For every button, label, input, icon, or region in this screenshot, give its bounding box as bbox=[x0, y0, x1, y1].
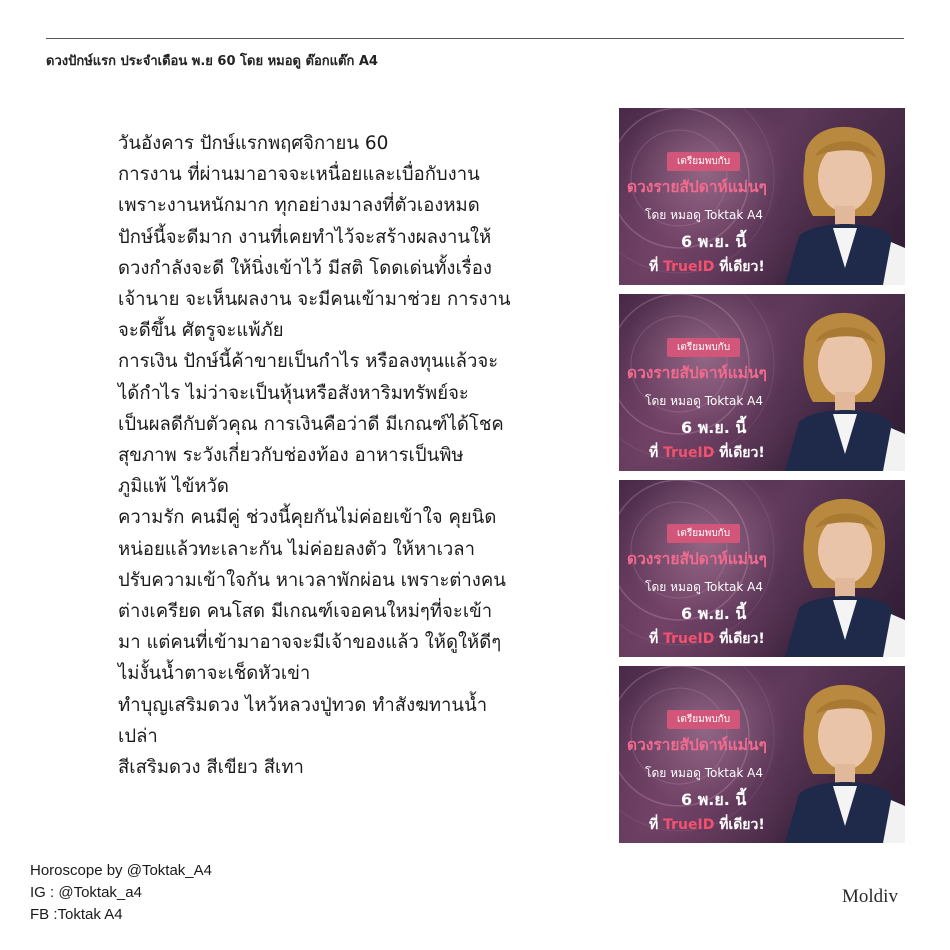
banner-where bbox=[649, 628, 765, 650]
portrait-image bbox=[765, 294, 905, 471]
banner-where-suffix: ที่เดียว! bbox=[714, 445, 765, 461]
text-line: เจ้านาย จะเห็นผลงาน จะมีคนเข้ามาช่วย การงาน bbox=[118, 289, 511, 311]
banner-badge: เตรียมพบกับ bbox=[667, 524, 740, 543]
banner-where-prefix: ที่ bbox=[649, 631, 664, 647]
promo-banner bbox=[619, 294, 905, 471]
watermark-logo: Moldiv bbox=[842, 886, 898, 907]
banner-badge: เตรียมพบกับ bbox=[667, 710, 740, 729]
text-line: การงาน ที่ผ่านมาอาจจะเหนื่อยและเบื่อกับงาน bbox=[118, 164, 480, 186]
text-line: หน่อยแล้วทะเลาะกัน ไม่ค่อยลงตัว ให้หาเวลา bbox=[118, 538, 476, 560]
banner-title: ดวงรายสัปดาห์แม่นๆ bbox=[627, 178, 767, 196]
banner-badge: เตรียมพบกับ bbox=[667, 338, 740, 357]
promo-banner-stack bbox=[619, 108, 905, 852]
text-line: เปล่า bbox=[118, 725, 158, 747]
banner-where-suffix: ที่เดียว! bbox=[714, 259, 765, 275]
text-line: การเงิน ปักษ์นี้ค้าขายเป็นกำไร หรือลงทุนแล้วจะ bbox=[118, 351, 499, 373]
banner-where bbox=[649, 442, 765, 464]
text-line: ต่างเครียด คนโสด มีเกณฑ์เจอคนใหม่ๆที่จะเข้า bbox=[118, 601, 493, 623]
portrait-image bbox=[765, 480, 905, 657]
header-rule bbox=[46, 38, 904, 39]
banner-brand: TrueID bbox=[663, 817, 715, 833]
text-line: ปรับความเข้าใจกัน หาเวลาพักผ่อน เพราะต่างคน bbox=[118, 569, 506, 591]
banner-badge: เตรียมพบกับ bbox=[667, 152, 740, 171]
banner-where-prefix: ที่ bbox=[649, 259, 664, 275]
text-line: ทำบุญเสริมดวง ไหว้หลวงปู่ทวด ทำสังฆทานน้ำ bbox=[118, 694, 488, 716]
page-header: ดวงปักษ์แรก ประจำเดือน พ.ย 60 โดย หมอดู ต๊อกแต๊ก A4 bbox=[46, 54, 378, 69]
banner-byline: โดย หมอดู Toktak A4 bbox=[645, 766, 763, 780]
footer-facebook: FB :Toktak A4 bbox=[30, 906, 123, 923]
banner-title: ดวงรายสัปดาห์แม่นๆ bbox=[627, 736, 767, 754]
text-line: ปักษ์นี้จะดีมาก งานที่เคยทำไว้จะสร้างผลงานให้ bbox=[118, 226, 492, 248]
text-line: มา แต่คนที่เข้ามาอาจจะมีเจ้าของแล้ว ให้ดูให้ดีๆ bbox=[118, 632, 502, 654]
text-line: ได้กำไร ไม่ว่าจะเป็นหุ้นหรือสังหาริมทรัพย์จะ bbox=[118, 382, 469, 404]
text-line: ความรัก คนมีคู่ ช่วงนี้คุยกันไม่ค่อยเข้าใจ คุยนิด bbox=[118, 507, 497, 529]
footer-instagram: IG : @Toktak_a4 bbox=[30, 884, 142, 901]
banner-where-suffix: ที่เดียว! bbox=[714, 631, 765, 647]
banner-title: ดวงรายสัปดาห์แม่นๆ bbox=[627, 550, 767, 568]
banner-where bbox=[649, 256, 765, 278]
text-line: เป็นผลดีกับตัวคุณ การเงินคือว่าดี มีเกณฑ์ได้โชค bbox=[118, 413, 504, 435]
promo-banner bbox=[619, 666, 905, 843]
text-line: ไม่งั้นน้ำตาจะเช็ดหัวเข่า bbox=[118, 663, 311, 685]
footer-credits bbox=[30, 860, 212, 926]
banner-date: 6 พ.ย. นี้ bbox=[681, 790, 747, 809]
footer-credit: Horoscope by @Toktak_A4 bbox=[30, 862, 212, 879]
banner-date: 6 พ.ย. นี้ bbox=[681, 232, 747, 251]
banner-byline: โดย หมอดู Toktak A4 bbox=[645, 580, 763, 594]
text-line: สีเสริมดวง สีเขียว สีเทา bbox=[118, 757, 304, 779]
portrait-image bbox=[765, 108, 905, 285]
banner-where bbox=[649, 814, 765, 836]
banner-date: 6 พ.ย. นี้ bbox=[681, 418, 747, 437]
banner-byline: โดย หมอดู Toktak A4 bbox=[645, 208, 763, 222]
text-line: ดวงกำลังจะดี ให้นิ่งเข้าไว้ มีสติ โดดเด่นทั้งเรื่อง bbox=[118, 257, 492, 279]
banner-date: 6 พ.ย. นี้ bbox=[681, 604, 747, 623]
portrait-image bbox=[765, 666, 905, 843]
banner-where-prefix: ที่ bbox=[649, 817, 664, 833]
banner-where-prefix: ที่ bbox=[649, 445, 664, 461]
banner-brand: TrueID bbox=[663, 259, 715, 275]
promo-banner bbox=[619, 480, 905, 657]
promo-banner bbox=[619, 108, 905, 285]
banner-where-suffix: ที่เดียว! bbox=[714, 817, 765, 833]
horoscope-text bbox=[118, 128, 588, 783]
text-line: สุขภาพ ระวังเกี่ยวกับช่องท้อง อาหารเป็นพิษ bbox=[118, 445, 464, 467]
banner-brand: TrueID bbox=[663, 631, 715, 647]
text-line: จะดีขึ้น ศัตรูจะแพ้ภัย bbox=[118, 320, 284, 342]
banner-brand: TrueID bbox=[663, 445, 715, 461]
banner-byline: โดย หมอดู Toktak A4 bbox=[645, 394, 763, 408]
text-line: วันอังคาร ปักษ์แรกพฤศจิกายน 60 bbox=[118, 133, 389, 154]
text-line: เพราะงานหนักมาก ทุกอย่างมาลงที่ตัวเองหมด bbox=[118, 195, 480, 217]
banner-title: ดวงรายสัปดาห์แม่นๆ bbox=[627, 364, 767, 382]
text-line: ภูมิแพ้ ไข้หวัด bbox=[118, 476, 229, 498]
